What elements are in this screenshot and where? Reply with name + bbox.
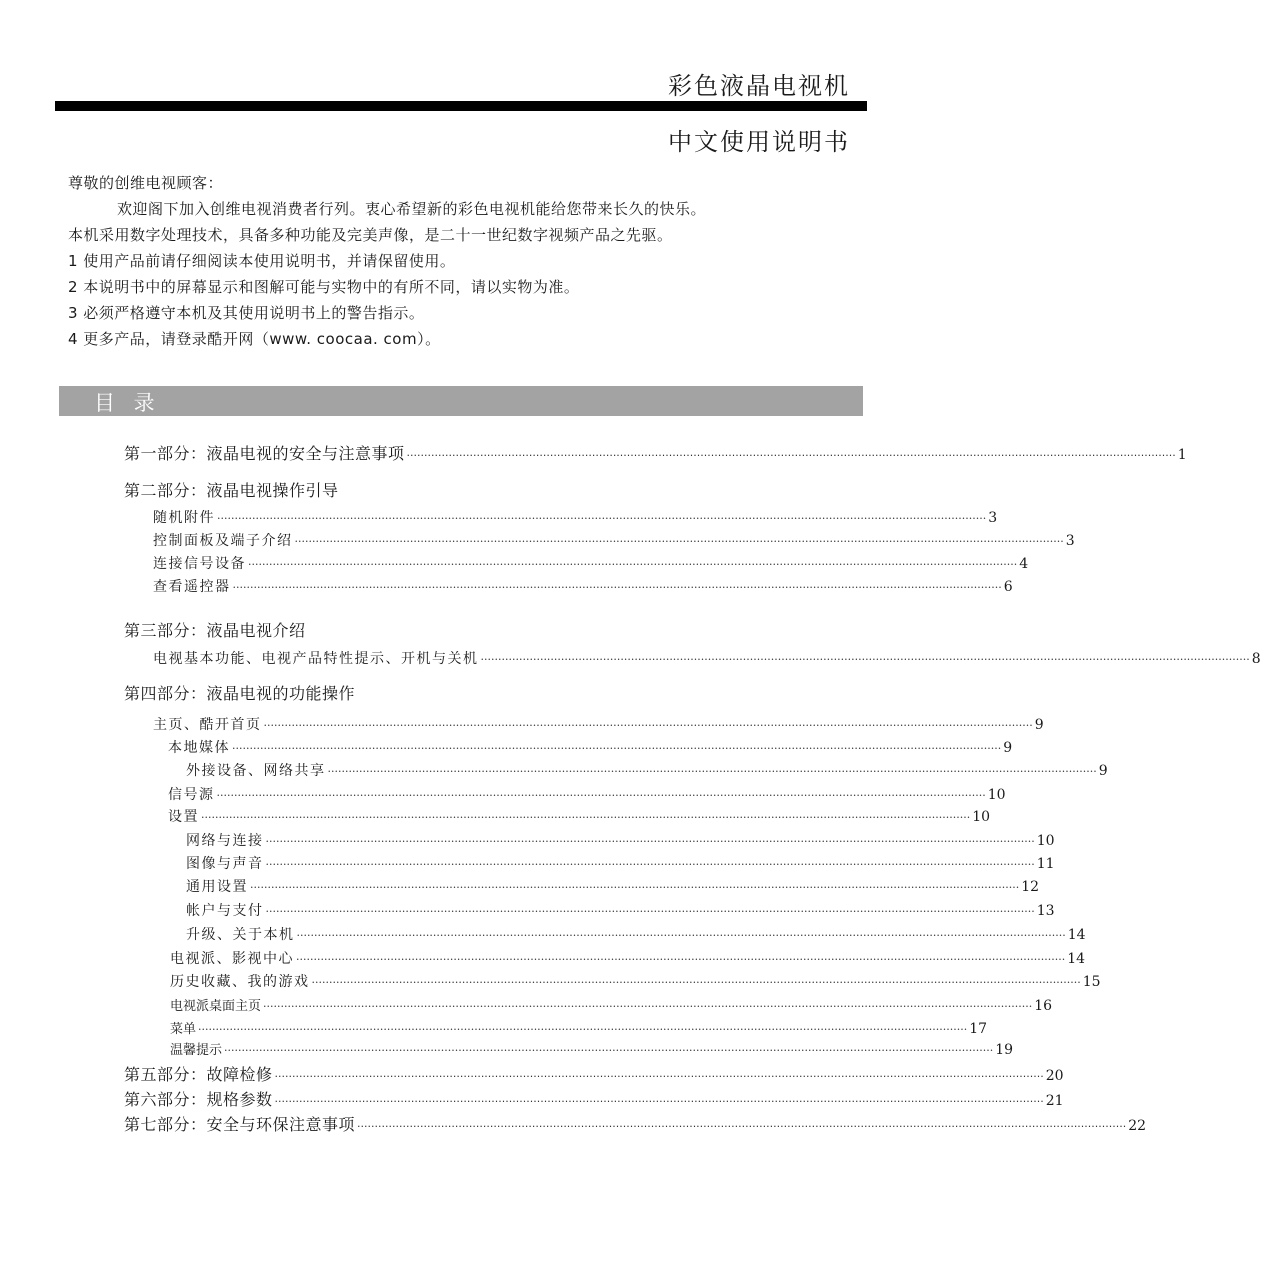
toc-entry[interactable]	[170, 972, 1101, 993]
toc-entry-label: 查看遥控器	[153, 579, 231, 595]
toc-page-number: 10	[1036, 833, 1055, 849]
document-subtitle: 中文使用说明书	[668, 128, 850, 156]
toc-entry[interactable]	[186, 854, 1055, 875]
toc-entry-label: 外接设备、网络共享	[186, 763, 326, 779]
toc-entry-label: 菜单	[170, 1022, 197, 1037]
toc-page-number: 3	[1065, 533, 1075, 549]
toc-page-number: 1	[1177, 447, 1187, 463]
toc-entry[interactable]	[153, 649, 1261, 670]
leader-dots: ····························································································································································································································	[311, 976, 1081, 989]
toc-entry[interactable]	[170, 996, 1053, 1017]
toc-page-number: 10	[987, 787, 1006, 803]
toc-part-1[interactable]	[124, 444, 1187, 466]
leader-dots: ····························································································································································································································	[232, 581, 1002, 594]
leader-dots: ····························································································································································································································	[263, 1000, 1033, 1013]
toc-page-number: 11	[1036, 856, 1055, 872]
toc-heading: 目 录	[94, 391, 161, 415]
toc-page-number: 19	[995, 1042, 1014, 1058]
toc-entry-label: 电视派、影视中心	[170, 951, 294, 967]
toc-entry[interactable]	[153, 531, 1075, 552]
toc-page-number: 13	[1036, 903, 1055, 919]
toc-entry[interactable]	[153, 715, 1044, 736]
toc-page-number: 9	[1098, 763, 1108, 779]
leader-dots: ····························································································································································································································	[265, 835, 1035, 848]
leader-dots: ····························································································································································································································	[296, 929, 1066, 942]
leader-dots: ····························································································································································································································	[327, 765, 1097, 778]
toc-page-number: 9	[1034, 717, 1044, 733]
intro-text	[68, 170, 868, 352]
toc-entry-label: 帐户与支付	[186, 903, 264, 919]
intro-line: 本机采用数字处理技术，具备多种功能及完美声像，是二十一世纪数字视频产品之先驱。	[68, 226, 673, 244]
toc-part-2[interactable]: 第二部分：液晶电视操作引导	[124, 481, 339, 500]
toc-entry[interactable]	[186, 901, 1055, 922]
toc-page-number: 14	[1067, 951, 1086, 967]
toc-part-3[interactable]: 第三部分：液晶电视介绍	[124, 621, 306, 640]
leader-dots: ····························································································································································································································	[217, 512, 987, 525]
toc-entry-label: 连接信号设备	[153, 556, 246, 572]
toc-entry[interactable]	[153, 554, 1029, 575]
intro-line: 3 必须严格遵守本机及其使用说明书上的警告指示。	[68, 304, 425, 322]
toc-page-number: 22	[1128, 1118, 1147, 1134]
leader-dots: ····························································································································································································································	[198, 1023, 968, 1036]
toc-entry-label: 通用设置	[186, 879, 248, 895]
toc-page-number: 15	[1082, 974, 1101, 990]
toc-entry[interactable]	[186, 877, 1040, 898]
leader-dots: ····························································································································································································································	[201, 811, 971, 824]
toc-entry-label: 电视派桌面主页	[170, 999, 262, 1014]
toc-entry[interactable]	[186, 831, 1055, 852]
toc-heading-bar	[59, 386, 863, 416]
toc-entry[interactable]	[153, 577, 1013, 598]
toc-page-number: 17	[969, 1021, 988, 1037]
toc-entry-label: 温馨提示	[170, 1043, 223, 1058]
toc-entry-label: 电视基本功能、电视产品特性提示、开机与关机	[153, 651, 479, 667]
intro-line: 1 使用产品前请仔细阅读本使用说明书，并请保留使用。	[68, 252, 456, 270]
toc-part-label: 第一部分：液晶电视的安全与注意事项	[124, 444, 405, 463]
toc-part-5[interactable]	[124, 1065, 1064, 1087]
toc-page-number: 6	[1003, 579, 1013, 595]
toc-entry[interactable]	[170, 1040, 1014, 1061]
toc-page-number: 4	[1019, 556, 1029, 572]
leader-dots: ····························································································································································································································	[263, 719, 1033, 732]
toc-part-label: 第六部分：规格参数	[124, 1090, 273, 1109]
leader-dots: ····························································································································································································································	[274, 1095, 1044, 1108]
toc-entry[interactable]	[170, 1019, 988, 1040]
toc-entry-label: 随机附件	[153, 510, 215, 526]
toc-entry-label: 历史收藏、我的游戏	[170, 974, 310, 990]
toc-page-number: 9	[1003, 740, 1013, 756]
leader-dots: ····························································································································································································································	[357, 1120, 1127, 1133]
leader-dots: ····························································································································································································································	[248, 558, 1018, 571]
leader-dots: ····························································································································································································································	[265, 905, 1035, 918]
toc-page-number: 3	[988, 510, 998, 526]
toc-entry[interactable]	[153, 508, 998, 529]
toc-entry-label: 控制面板及端子介绍	[153, 533, 293, 549]
leader-dots: ····························································································································································································································	[480, 653, 1250, 666]
toc-page-number: 8	[1251, 651, 1261, 667]
toc-entry-label: 信号源	[168, 787, 215, 803]
toc-entry[interactable]	[186, 925, 1086, 946]
leader-dots: ····························································································································································································································	[265, 858, 1035, 871]
toc-part-label: 第五部分：故障检修	[124, 1065, 273, 1084]
leader-dots: ····························································································································································································································	[232, 742, 1002, 755]
toc-entry-label: 升级、关于本机	[186, 927, 295, 943]
toc-page-number: 16	[1034, 998, 1053, 1014]
intro-line: 2 本说明书中的屏幕显示和图解可能与实物中的有所不同，请以实物为准。	[68, 278, 580, 296]
toc-part-4[interactable]: 第四部分：液晶电视的功能操作	[124, 684, 356, 703]
toc-part-label: 第七部分：安全与环保注意事项	[124, 1115, 356, 1134]
toc-part-6[interactable]	[124, 1090, 1064, 1112]
toc-entry[interactable]	[186, 761, 1108, 782]
leader-dots: ····························································································································································································································	[216, 789, 986, 802]
leader-dots: ····························································································································································································································	[250, 881, 1020, 894]
toc-page-number: 20	[1045, 1068, 1064, 1084]
intro-line: 欢迎阁下加入创维电视消费者行列。衷心希望新的彩色电视机能给您带来长久的快乐。	[117, 200, 707, 218]
toc-entry-label: 本地媒体	[168, 740, 230, 756]
intro-line: 4 更多产品，请登录酷开网（www. coocaa. com）。	[68, 330, 441, 348]
toc-part-7[interactable]	[124, 1115, 1147, 1137]
toc-entry[interactable]	[168, 785, 1006, 806]
leader-dots: ····························································································································································································································	[274, 1070, 1044, 1083]
toc-entry[interactable]	[168, 738, 1013, 759]
intro-greeting: 尊敬的创维电视顾客：	[68, 174, 224, 192]
leader-dots: ····························································································································································································································	[224, 1044, 994, 1057]
toc-page-number: 14	[1067, 927, 1086, 943]
leader-dots: ····························································································································································································································	[296, 953, 1066, 966]
document-title: 彩色液晶电视机	[668, 72, 850, 100]
leader-dots: ····························································································································································································································	[406, 449, 1176, 462]
toc-page-number: 12	[1021, 879, 1040, 895]
header-rule	[55, 101, 867, 111]
toc-entry-label: 主页、酷开首页	[153, 717, 262, 733]
toc-entry[interactable]	[170, 949, 1086, 970]
toc-entry-label: 图像与声音	[186, 856, 264, 872]
toc-page-number: 21	[1045, 1093, 1064, 1109]
toc-entry[interactable]	[168, 807, 991, 828]
toc-entry-label: 网络与连接	[186, 833, 264, 849]
toc-page-number: 10	[972, 809, 991, 825]
leader-dots: ····························································································································································································································	[294, 535, 1064, 548]
toc-entry-label: 设置	[168, 809, 199, 825]
